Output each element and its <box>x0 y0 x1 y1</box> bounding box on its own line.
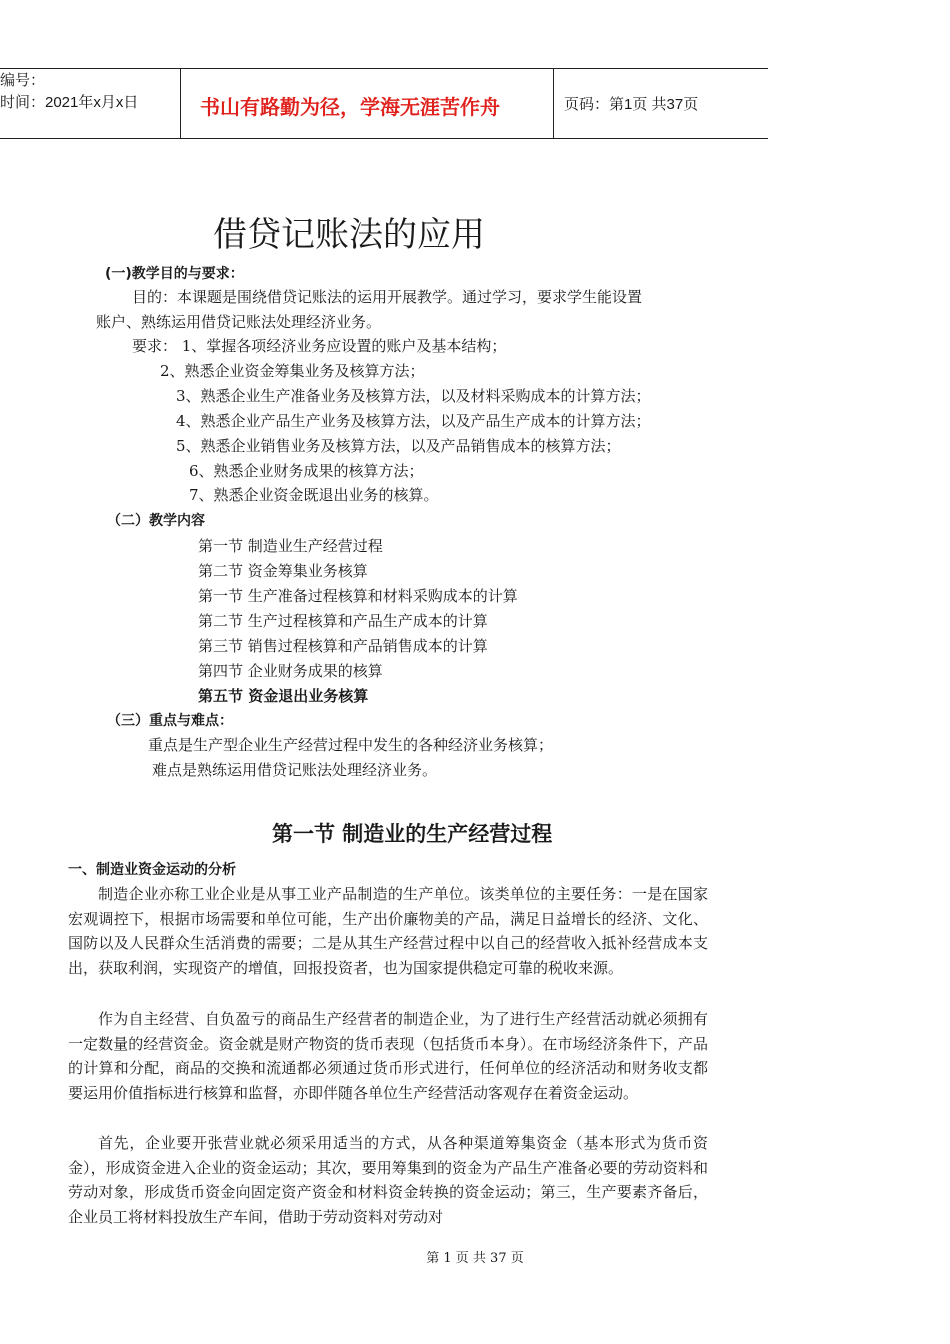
page-header <box>0 68 768 139</box>
content-item: 第五节 资金退出业务核算 <box>198 687 369 705</box>
doc-date: 时间：2021年x月x日 <box>0 94 139 111</box>
header-divider <box>553 69 554 138</box>
section-title: 第一节 制造业的生产经营过程 <box>272 822 553 846</box>
content-item: 第一节 生产准备过程核算和材料采购成本的计算 <box>198 587 518 605</box>
subsection-heading: 一、制造业资金运动的分析 <box>68 862 236 878</box>
key-point: 重点是生产型企业生产经营过程中发生的各种经济业务核算； <box>148 736 554 754</box>
requirement-3: 3、熟悉企业生产准备业务及核算方法，以及材料采购成本的计算方法； <box>176 387 651 405</box>
header-page-info: 页码：第1页 共37页 <box>564 96 699 113</box>
content-item: 第四节 企业财务成果的核算 <box>198 662 383 680</box>
doc-number: 编号： <box>0 72 46 89</box>
objectives-heading: (一)教学目的与要求： <box>105 266 244 282</box>
difficulty-point: 难点是熟练运用借贷记账法处理经济业务。 <box>152 761 438 779</box>
requirement-4: 4、熟悉企业产品生产业务及核算方法，以及产品生产成本的计算方法； <box>176 412 651 430</box>
header-motto: 书山有路勤为径，学海无涯苦作舟 <box>200 95 500 119</box>
content-item: 第三节 销售过程核算和产品销售成本的计算 <box>198 637 488 655</box>
content-item: 第二节 生产过程核算和产品生产成本的计算 <box>198 612 488 630</box>
body-paragraph: 制造企业亦称工业企业是从事工业产品制造的生产单位。该类单位的主要任务：一是在国家宏观调控下，根据市场需要和单位可能，生产出价廉物美的产品，满足日益增长的经济、文化、国防以及人民群众生活消费的需要；二是从其生产经营过程中以自己的经营收入抵补经营成本支出，获取利润，实现资产的增值，回报投资者，也为国家提供稳定可靠的税收来源。 <box>68 885 708 977</box>
page-footer: 第 1 页 共 37 页 <box>426 1251 524 1266</box>
header-divider <box>180 69 181 138</box>
requirement-1: 要求： 1、掌握各项经济业务应设置的账户及基本结构； <box>132 337 507 355</box>
body-paragraph: 作为自主经营、自负盈亏的商品生产经营者的制造企业，为了进行生产经营活动就必须拥有一定数量的经营资金。资金就是财产物资的货币表现（包括货币本身）。在市场经济条件下，产品的计算和分配，商品的交换和流通都必须通过货币形式进行，任何单位的经济活动和财务收支都要运用价值指标进行核算和监督，亦即伴随各单位生产经营活动客观存在着资金运动。 <box>68 1010 708 1102</box>
content-item: 第一节 制造业生产经营过程 <box>198 537 383 555</box>
requirement-2: 2、熟悉企业资金筹集业务及核算方法； <box>160 362 425 380</box>
requirement-6: 6、熟悉企业财务成果的核算方法； <box>189 462 424 480</box>
requirement-5: 5、熟悉企业销售业务及核算方法，以及产品销售成本的核算方法； <box>176 437 621 455</box>
content-item: 第二节 资金筹集业务核算 <box>198 562 368 580</box>
page-title: 借贷记账法的应用 <box>213 215 485 255</box>
key-heading: （三）重点与难点： <box>107 713 233 729</box>
content-heading: （二）教学内容 <box>107 513 205 529</box>
purpose-line-1: 目的：本课题是围绕借贷记账法的运用开展教学。通过学习，要求学生能设置 <box>132 288 643 306</box>
requirement-7: 7、熟悉企业资金既退出业务的核算。 <box>189 486 439 504</box>
body-paragraph: 首先，企业要开张营业就必须采用适当的方式，从各种渠道筹集资金（基本形式为货币资金），形成资金进入企业的资金运动；其次，要用筹集到的资金为产品生产准备必要的劳动资料和劳动对象，形成货币资金向固定资产资金和材料资金转换的资金运动；第三，生产要素齐备后，企业员工将材料投放生产车间，借助于劳动资料对劳动对 <box>68 1134 708 1226</box>
purpose-line-2: 账户、熟练运用借贷记账法处理经济业务。 <box>96 313 382 331</box>
